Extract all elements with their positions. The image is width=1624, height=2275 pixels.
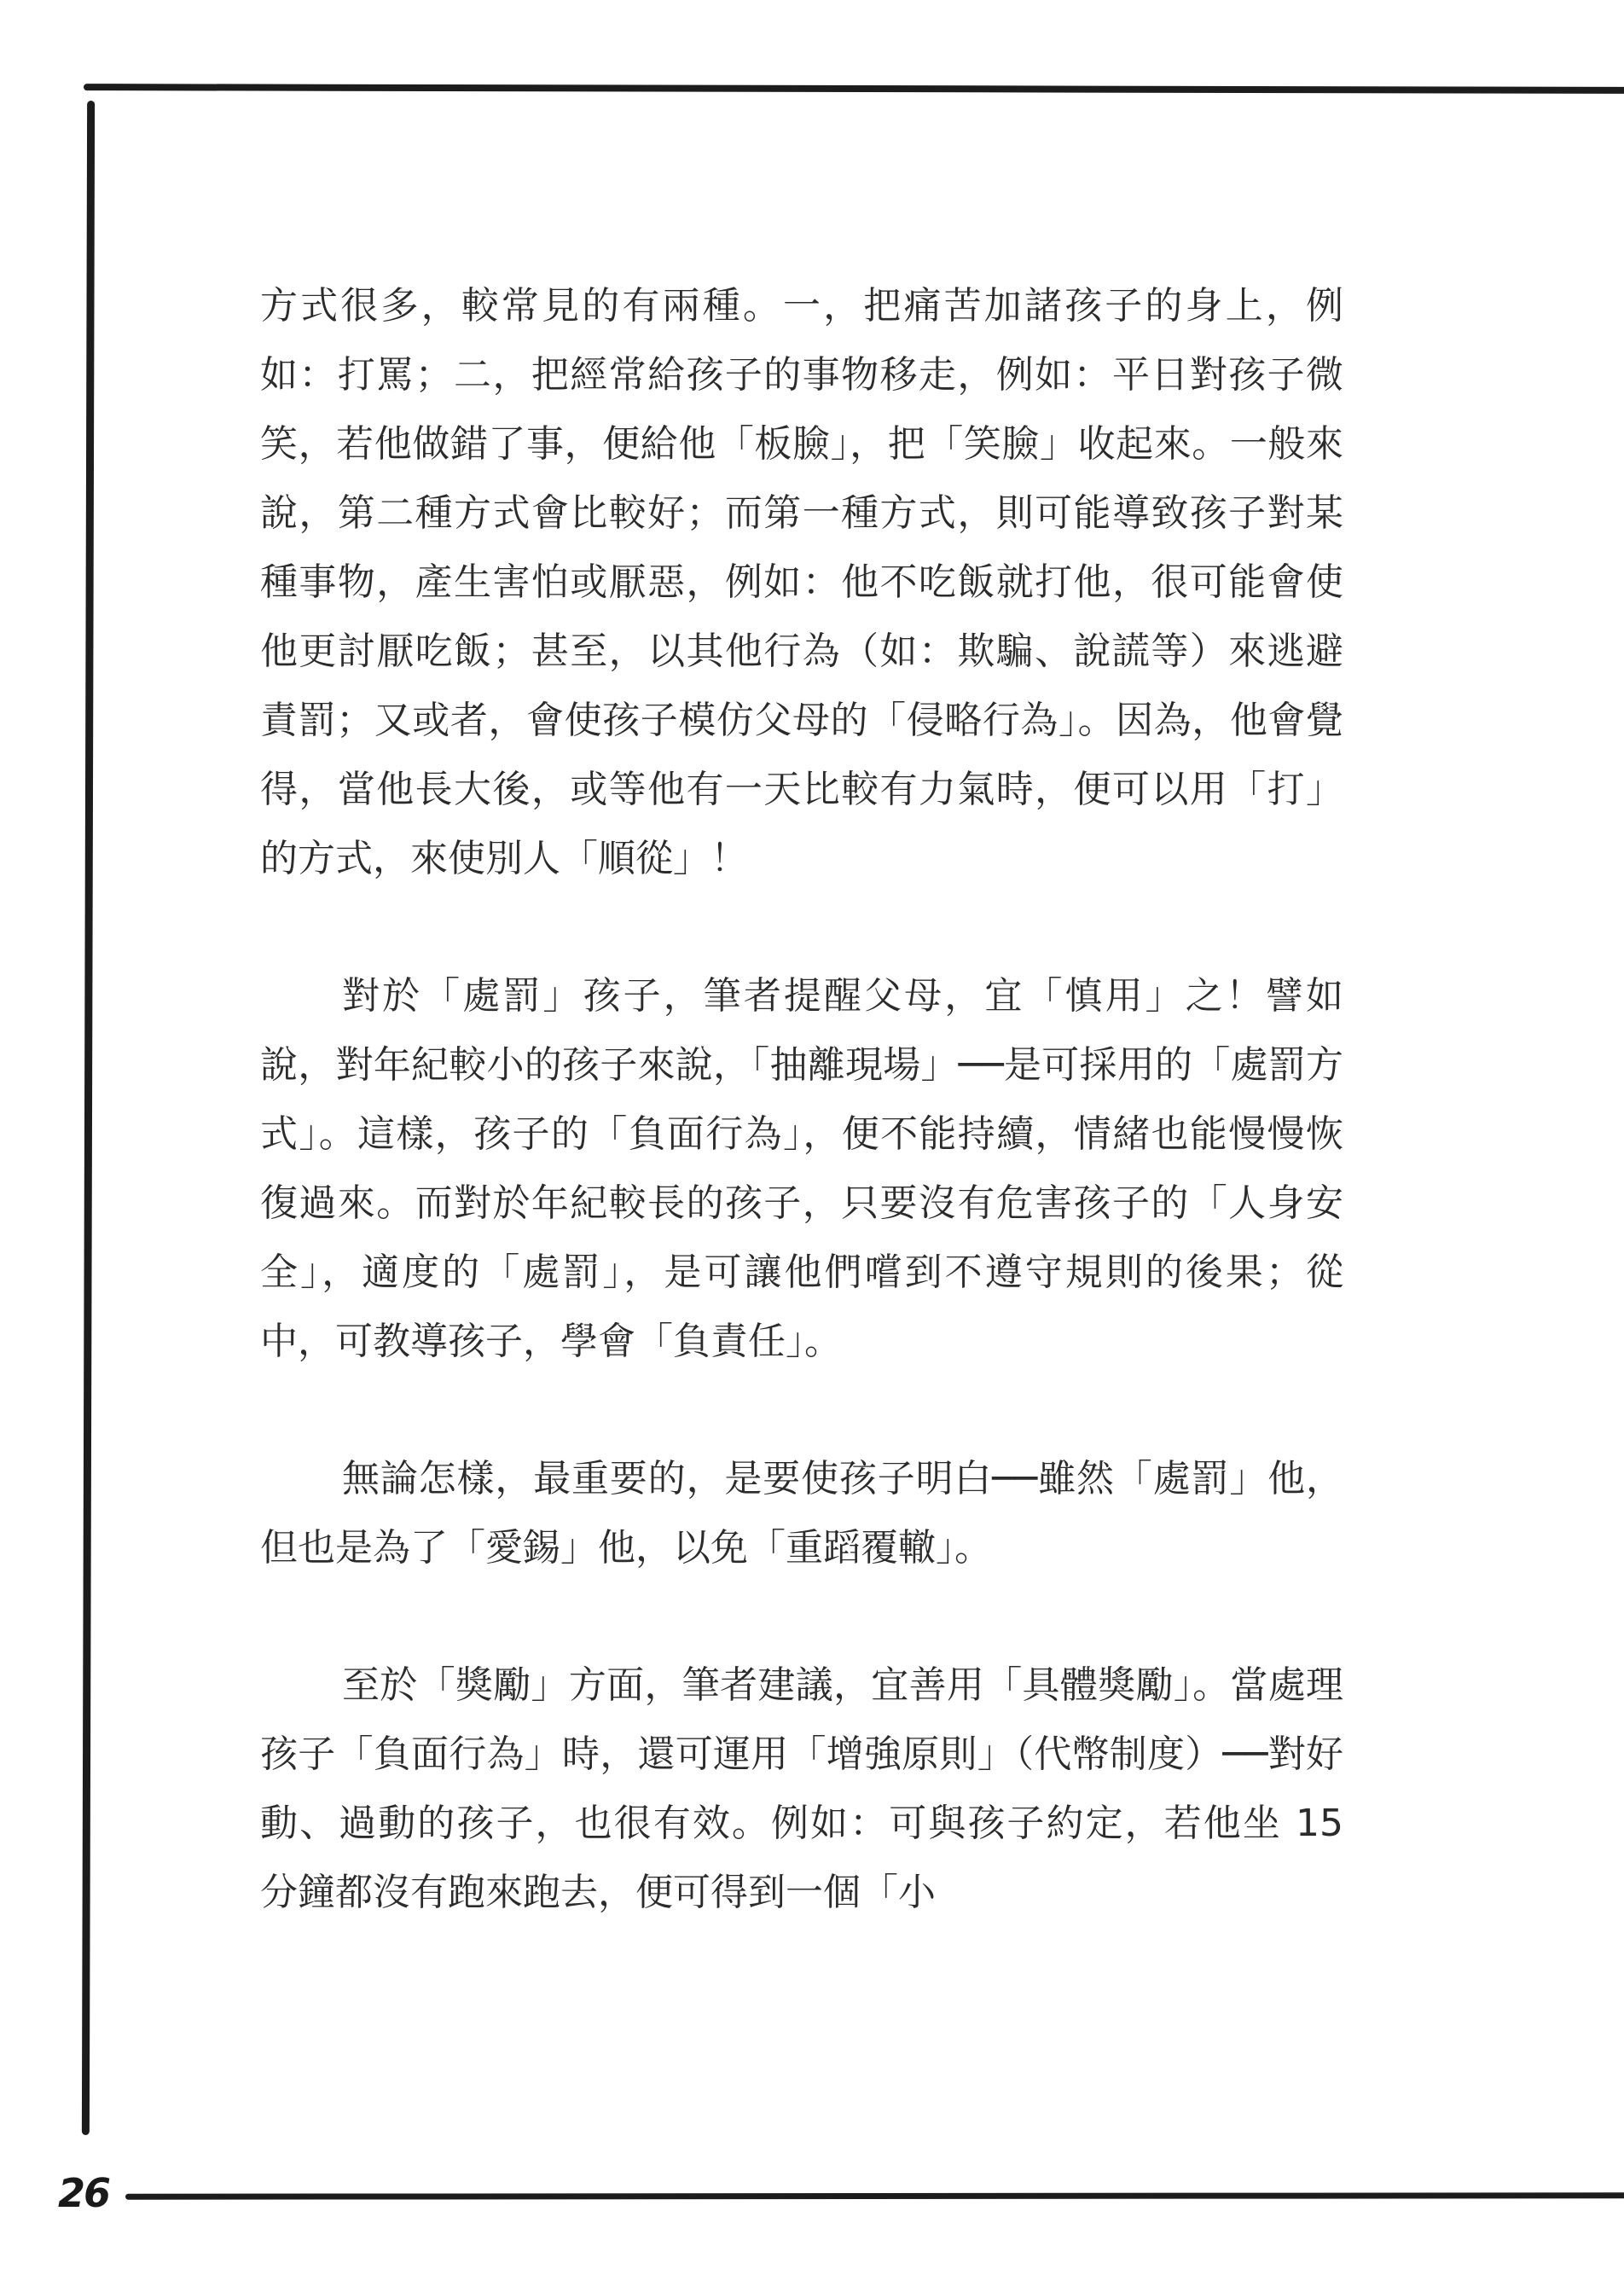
frame-top-border xyxy=(84,84,1624,94)
frame-bottom-border xyxy=(125,2192,1624,2200)
page-body xyxy=(260,271,1343,1995)
paragraph-most-important: 無論怎樣，最重要的，是要使孩子明白──雖然「處罰」他，但也是為了「愛錫」他，以免「重蹈覆轍」。 xyxy=(260,1457,1343,1570)
paragraph-use-punishment-cautiously: 對於「處罰」孩子，筆者提醒父母，宜「慎用」之！譬如說，對年紀較小的孩子來說，「抽離現場」──是可採用的「處罰方式」。這樣，孩子的「負面行為」，便不能持續，情緒也能慢慢恢復過來。而對於年紀較長的孩子，只要沒有危害孩子的「人身安全」，適度的「處罰」，是可讓他們嚐到不遵守規則的後果；從中，可教導孩子，學會「負責任」。 xyxy=(260,974,1343,1363)
paragraph-punishment-methods: 方式很多，較常見的有兩種。一，把痛苦加諸孩子的身上，例如：打罵；二，把經常給孩子的事物移走，例如：平日對孩子微笑，若他做錯了事，便給他「板臉」，把「笑臉」收起來。一般來說，第二種方式會比較好；而第一種方式，則可能導致孩子對某種事物，產生害怕或厭惡，例如：他不吃飯就打他，很可能會使他更討厭吃飯；甚至，以其他行為（如：欺騙、說謊等）來逃避責罰；又或者，會使孩子模仿父母的「侵略行為」。因為，他會覺得，當他長大後，或等他有一天比較有力氣時，便可以用「打」的方式，來使別人「順從」！ xyxy=(260,284,1343,880)
page-number: 26 xyxy=(58,2170,110,2216)
frame-left-border xyxy=(82,101,95,2135)
paragraph-rewards: 至於「獎勵」方面，筆者建議，宜善用「具體獎勵」。當處理孩子「負面行為」時，還可運用「增強原則」（代幣制度）──對好動、過動的孩子，也很有效。例如：可與孩子約定，若他坐 15 分鐘都沒有跑來跑去，便可得到一個「小 xyxy=(260,1663,1343,1914)
